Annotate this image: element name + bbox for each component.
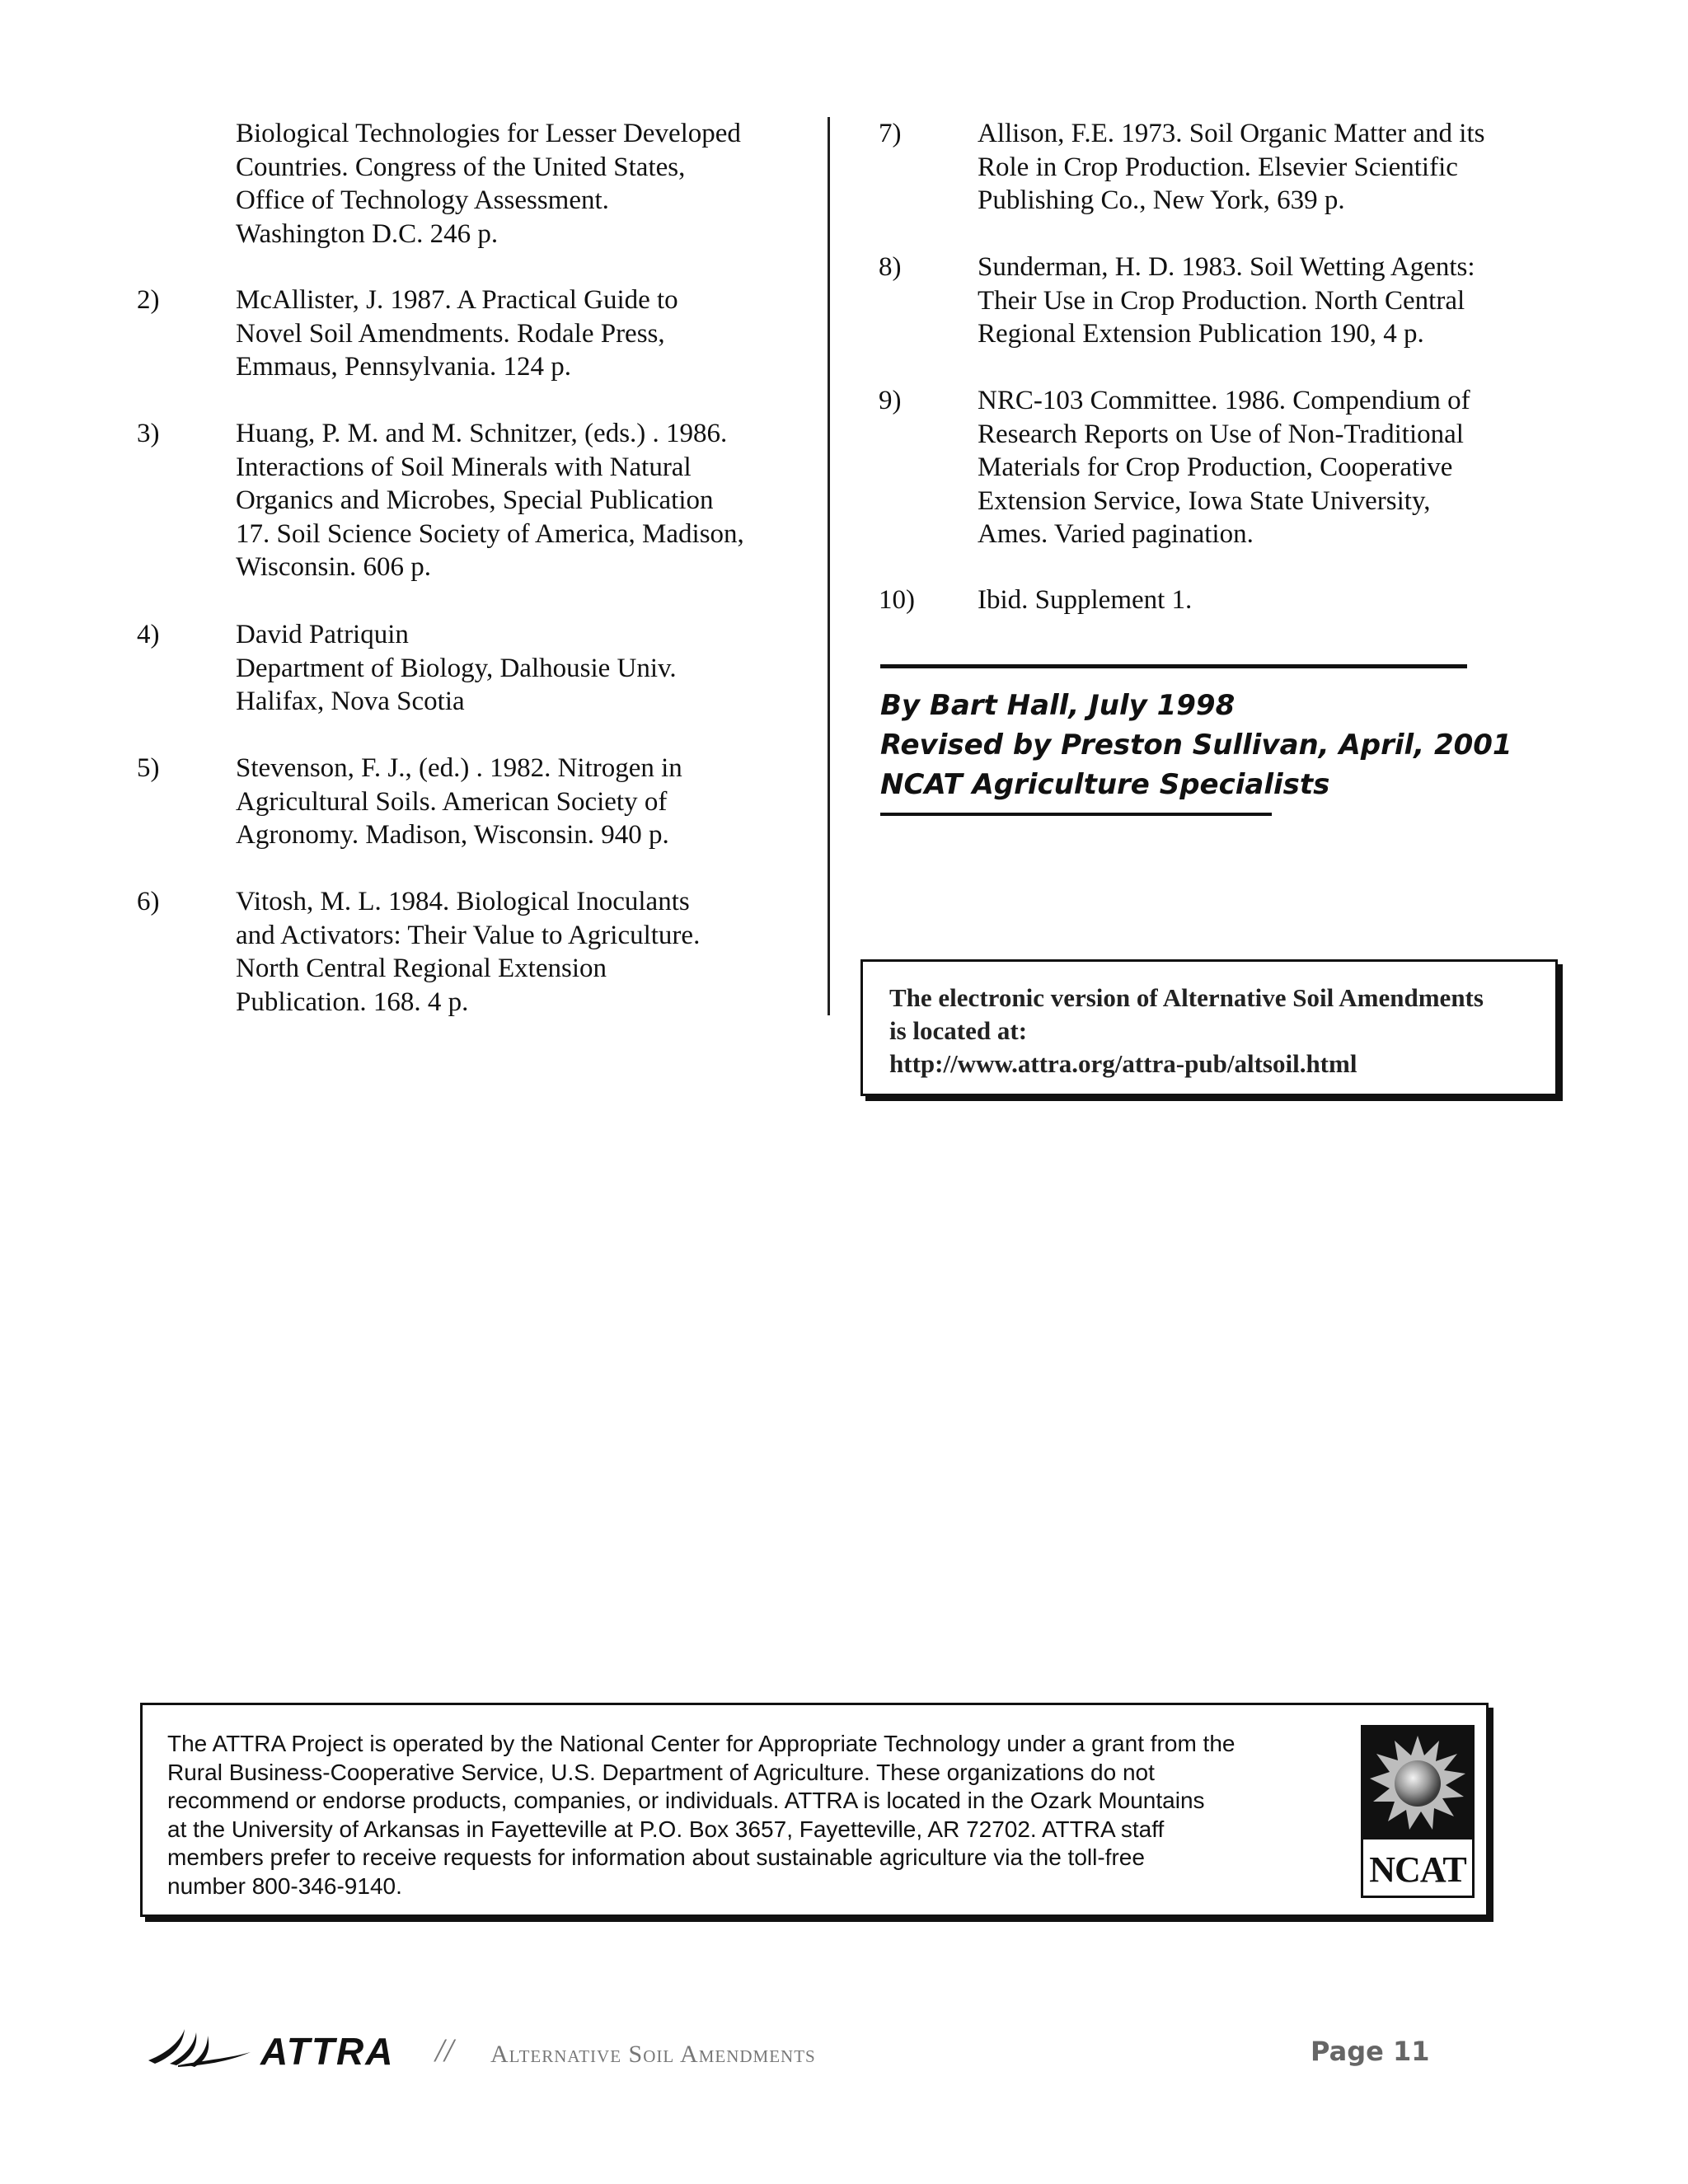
footer-document-title: Alternative Soil Amendments	[490, 2041, 816, 2068]
electronic-version-box	[860, 959, 1558, 1096]
reference-number: 4)	[137, 620, 160, 649]
reference-line: Research Reports on Use of Non-Traditional	[978, 419, 1464, 449]
byline-top-rule	[880, 664, 1467, 668]
reference-line: Organics and Microbes, Special Publication	[236, 485, 714, 515]
reference-line: Interactions of Soil Minerals with Natural	[236, 452, 692, 482]
attra-info-box	[140, 1703, 1489, 1917]
reference-line: Agronomy. Madison, Wisconsin. 940 p.	[236, 820, 669, 850]
reference-line: Their Use in Crop Production. North Central	[978, 285, 1465, 316]
reference-text	[236, 618, 677, 719]
ncat-label: NCAT	[1369, 1849, 1466, 1890]
attra-info-line: Rural Business-Cooperative Service, U.S. Department of Agriculture. These organizations do not	[167, 1759, 1155, 1785]
reference-number: 3)	[137, 419, 160, 448]
byline-affiliation: NCAT Agriculture Specialists	[880, 768, 1330, 801]
reference-number: 8)	[879, 252, 902, 282]
reference-line: and Activators: Their Value to Agriculture.	[236, 920, 701, 950]
attra-info-line: The ATTRA Project is operated by the National Center for Appropriate Technology under a grant from the	[167, 1731, 1236, 1756]
reference-text	[978, 384, 1470, 551]
electronic-version-text	[889, 982, 1484, 1080]
reference-text	[978, 583, 1192, 617]
byline-reviser: Revised by Preston Sullivan, April, 2001	[880, 729, 1512, 762]
reference-number: 9)	[879, 386, 902, 415]
reference-text	[236, 417, 744, 584]
reference-line: North Central Regional Extension	[236, 954, 607, 983]
reference-number: 6)	[137, 887, 160, 916]
reference-line: Huang, P. M. and M. Schnitzer, (eds.) . 1986.	[236, 419, 728, 448]
reference-text	[236, 117, 741, 251]
attra-info-text	[167, 1730, 1235, 1900]
page-number: Page 11	[1311, 2036, 1430, 2067]
reference-line: Publishing Co., New York, 639 p.	[978, 185, 1345, 215]
sun-icon	[1363, 1727, 1472, 1840]
byline	[880, 686, 1512, 804]
attra-info-line: number 800-346-9140.	[167, 1872, 402, 1899]
reference-text	[978, 251, 1475, 351]
reference-line: Emmaus, Pennsylvania. 124 p.	[236, 352, 571, 382]
attra-leaf-logo-icon	[145, 2027, 252, 2067]
electronic-version-line: The electronic version of Alternative Soil Amendments	[889, 983, 1484, 1012]
ncat-logo	[1361, 1725, 1475, 1898]
footer-brand: ATTRA	[260, 2030, 395, 2073]
reference-text	[236, 284, 678, 384]
reference-number: 7)	[879, 119, 902, 148]
reference-line: Biological Technologies for Lesser Developed	[236, 119, 741, 148]
attra-info-line: members prefer to receive requests for information about sustainable agriculture via the toll-free	[167, 1844, 1145, 1870]
reference-line: Materials for Crop Production, Cooperative	[978, 452, 1453, 482]
reference-number: 2)	[137, 285, 160, 315]
reference-line: Extension Service, Iowa State University,	[978, 485, 1431, 516]
reference-line: 17. Soil Science Society of America, Madison,	[236, 518, 744, 549]
reference-line: David Patriquin	[236, 620, 409, 649]
reference-line: Halifax, Nova Scotia	[236, 687, 465, 716]
reference-line: McAllister, J. 1987. A Practical Guide to	[236, 285, 678, 315]
attra-info-line: recommend or endorse products, companies, or individuals. ATTRA is located in the Ozark Mountains	[167, 1788, 1205, 1813]
byline-author: By Bart Hall, July 1998	[880, 689, 1236, 722]
reference-number: 10)	[879, 585, 915, 615]
reference-line: NRC-103 Committee. 1986. Compendium of	[978, 386, 1470, 415]
reference-text	[236, 885, 700, 1019]
electronic-version-url[interactable]: http://www.attra.org/attra-pub/altsoil.html	[889, 1049, 1357, 1078]
reference-line: Washington D.C. 246 p.	[236, 218, 499, 249]
reference-line: Ibid. Supplement 1.	[978, 585, 1193, 615]
footer-separator: //	[435, 2032, 454, 2069]
reference-line: Stevenson, F. J., (ed.) . 1982. Nitrogen in	[236, 753, 682, 783]
reference-line: Publication. 168. 4 p.	[236, 987, 469, 1017]
reference-line: Office of Technology Assessment.	[236, 185, 609, 215]
column-divider	[828, 117, 830, 1015]
reference-line: Agricultural Soils. American Society of	[236, 786, 668, 817]
reference-line: Ames. Varied pagination.	[978, 519, 1254, 549]
reference-line: Department of Biology, Dalhousie Univ.	[236, 653, 677, 683]
attra-info-line: at the University of Arkansas in Fayetteville at P.O. Box 3657, Fayetteville, AR 72702. ATTRA staff	[167, 1816, 1165, 1842]
reference-line: Vitosh, M. L. 1984. Biological Inoculants	[236, 887, 690, 916]
electronic-version-line: is located at:	[889, 1016, 1028, 1045]
reference-number: 5)	[137, 753, 160, 783]
reference-text	[236, 752, 682, 852]
reference-line: Novel Soil Amendments. Rodale Press,	[236, 318, 665, 349]
reference-line: Role in Crop Production. Elsevier Scientific	[978, 152, 1458, 182]
reference-line: Sunderman, H. D. 1983. Soil Wetting Agents:	[978, 252, 1475, 282]
reference-line: Allison, F.E. 1973. Soil Organic Matter and its	[978, 119, 1485, 148]
reference-line: Countries. Congress of the United States,	[236, 152, 686, 182]
reference-line: Regional Extension Publication 190, 4 p.	[978, 319, 1424, 349]
reference-line: Wisconsin. 606 p.	[236, 552, 431, 582]
byline-bottom-rule	[880, 813, 1272, 816]
reference-text	[978, 117, 1484, 218]
